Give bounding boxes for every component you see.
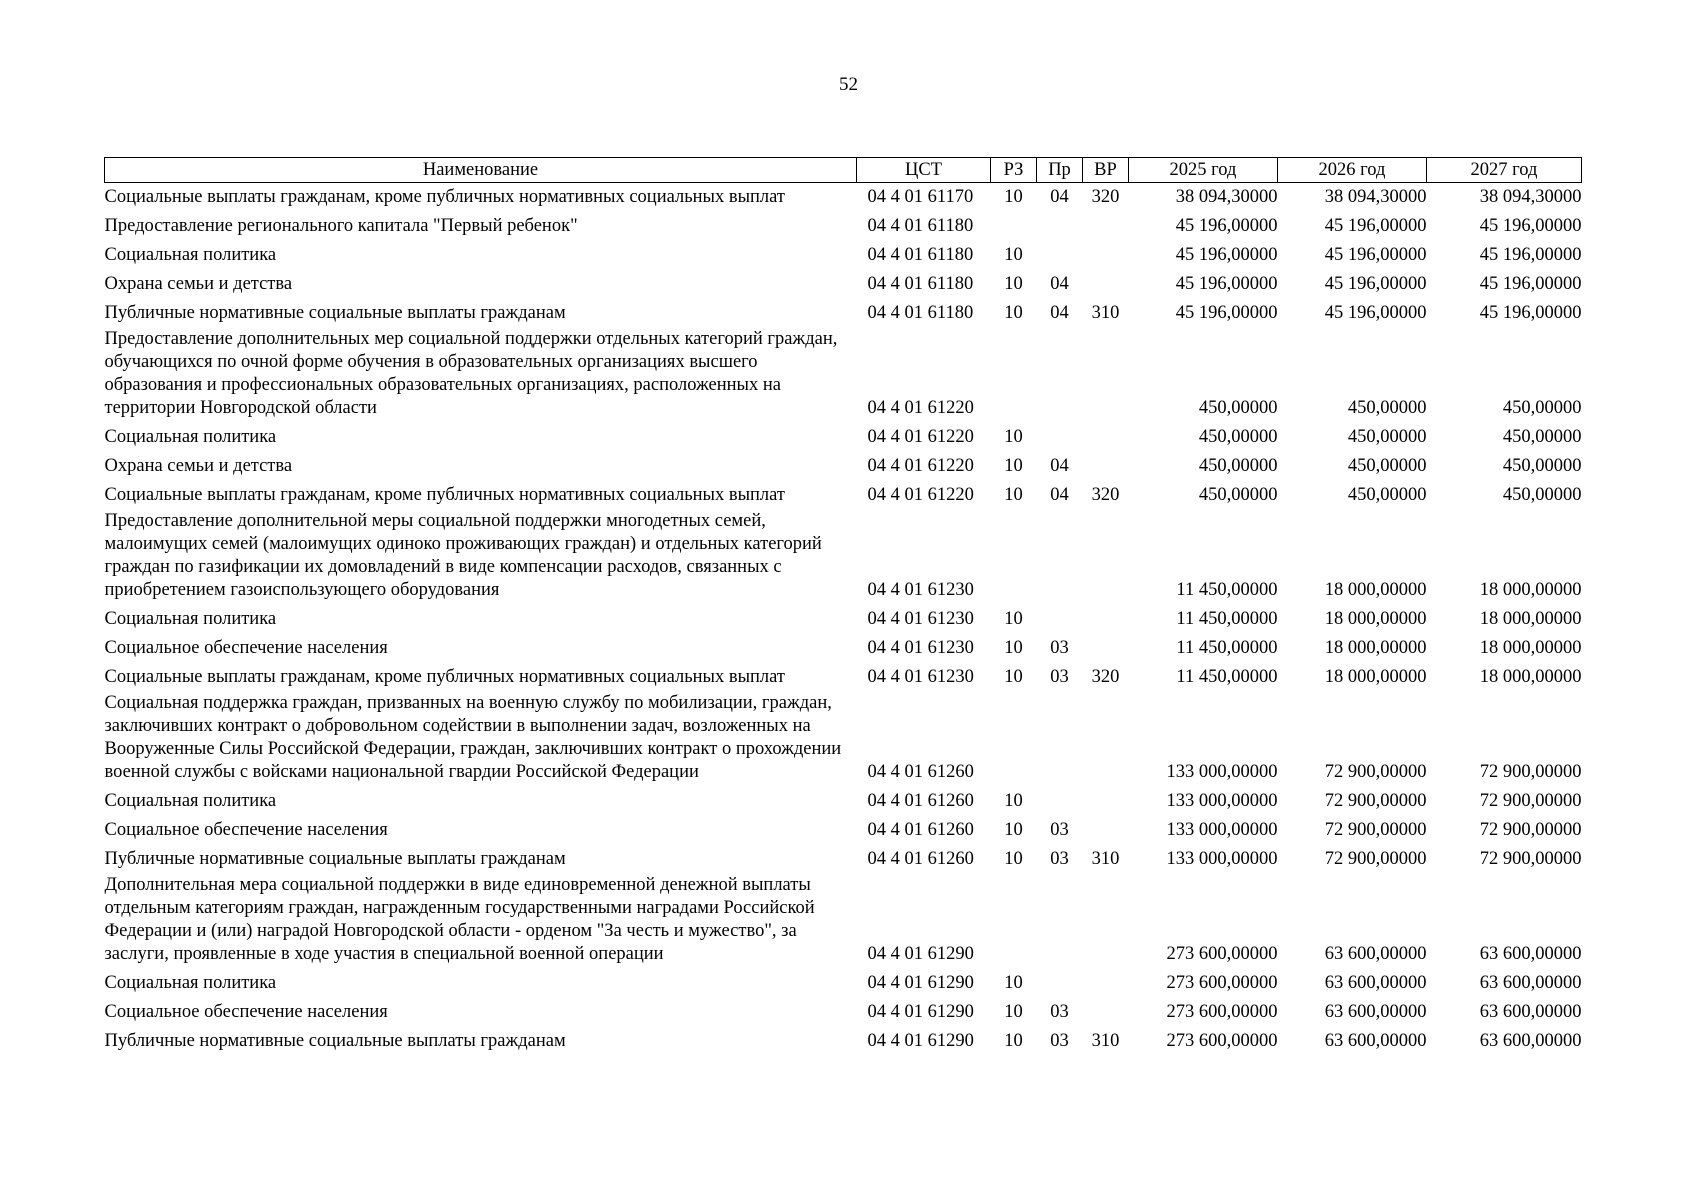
cell-name: Публичные нормативные социальные выплаты гражданам [104,303,566,323]
cell-2025: 450,00000 [1198,427,1278,447]
cell-cst: 04 4 01 61260 [867,762,974,782]
cell-2026: 45 196,00000 [1324,303,1427,323]
cell-vr [1083,241,1129,270]
cell-pr: 03 [1050,849,1069,869]
cell-cst: 04 4 01 61290 [867,1002,974,1022]
cell-2027: 18 000,00000 [1479,609,1582,629]
cell-name: Социальные выплаты гражданам, кроме публичных нормативных социальных выплат [104,187,785,207]
table-row [105,299,1582,328]
table-header [105,158,1582,183]
budget-table [104,157,1582,1056]
cell-2025: 11 450,00000 [1176,667,1278,687]
cell-2026: 45 196,00000 [1324,216,1427,236]
cell-cst: 04 4 01 61290 [867,973,974,993]
cell-vr [1083,874,1129,969]
table-row [105,998,1582,1027]
header-rz: РЗ [991,158,1037,183]
cell-2025: 11 450,00000 [1176,609,1278,629]
cell-rz: 10 [1004,427,1023,447]
cell-vr [1083,212,1129,241]
cell-2026: 63 600,00000 [1324,944,1427,964]
cell-cst: 04 4 01 61290 [867,944,974,964]
cell-name: Охрана семьи и детства [104,274,293,294]
cell-vr [1083,787,1129,816]
cell-2025: 133 000,00000 [1166,849,1278,869]
cell-cst: 04 4 01 61260 [867,791,974,811]
table-row [105,787,1582,816]
cell-pr [1037,212,1083,241]
cell-rz: 10 [1004,820,1023,840]
cell-name: Социальная политика [104,973,277,993]
page-number: 52 [839,74,858,95]
cell-2027: 63 600,00000 [1479,944,1582,964]
cell-cst: 04 4 01 61180 [867,245,974,265]
table-row [105,816,1582,845]
cell-pr: 04 [1050,485,1069,505]
cell-name: Публичные нормативные социальные выплаты гражданам [104,849,566,869]
cell-2027: 45 196,00000 [1479,216,1582,236]
cell-rz: 10 [1004,667,1023,687]
cell-2026: 63 600,00000 [1324,1002,1427,1022]
cell-vr: 310 [1091,849,1120,869]
cell-name: Публичные нормативные социальные выплаты гражданам [104,1031,566,1051]
table-row [105,241,1582,270]
cell-cst: 04 4 01 61220 [867,427,974,447]
table-row [105,328,1582,423]
cell-rz: 10 [1004,1002,1023,1022]
cell-2025: 133 000,00000 [1166,820,1278,840]
cell-2026: 38 094,30000 [1324,187,1427,207]
cell-rz: 10 [1004,791,1023,811]
cell-2025: 133 000,00000 [1166,762,1278,782]
cell-cst: 04 4 01 61220 [867,456,974,476]
header-2025: 2025 год [1129,158,1278,183]
cell-cst: 04 4 01 61220 [867,398,974,418]
cell-cst: 04 4 01 61290 [867,1031,974,1051]
cell-2026: 18 000,00000 [1324,638,1427,658]
cell-2027: 63 600,00000 [1479,1031,1582,1051]
cell-name: Социальные выплаты гражданам, кроме публичных нормативных социальных выплат [104,485,785,505]
cell-rz: 10 [1004,638,1023,658]
cell-2025: 450,00000 [1198,456,1278,476]
cell-2027: 45 196,00000 [1479,274,1582,294]
cell-pr: 04 [1050,187,1069,207]
cell-name: Охрана семьи и детства [104,456,293,476]
cell-pr [1037,692,1083,787]
cell-name: Предоставление дополнительных мер социальной поддержки отдельных категорий граждан, обучающихся по очной форме обучения в образовательных организациях высшего образования и профессиональных образовательных организациях, расположенных на территории Новгородской области [104,329,838,418]
cell-2026: 63 600,00000 [1324,1031,1427,1051]
header-row [105,158,1582,183]
cell-2025: 273 600,00000 [1166,944,1278,964]
table-row [105,212,1582,241]
cell-2026: 450,00000 [1347,398,1427,418]
cell-rz: 10 [1004,485,1023,505]
header-vr: ВР [1083,158,1129,183]
cell-cst: 04 4 01 61260 [867,820,974,840]
cell-vr: 320 [1091,187,1120,207]
cell-2027: 18 000,00000 [1479,580,1582,600]
cell-rz [991,692,1037,787]
cell-pr: 03 [1050,1002,1069,1022]
cell-2027: 63 600,00000 [1479,973,1582,993]
cell-2025: 450,00000 [1198,398,1278,418]
cell-2027: 450,00000 [1502,398,1582,418]
cell-vr [1083,634,1129,663]
cell-rz [991,328,1037,423]
cell-name: Социальная политика [104,427,277,447]
table-row [105,663,1582,692]
cell-2027: 63 600,00000 [1479,1002,1582,1022]
cell-2027: 450,00000 [1502,485,1582,505]
cell-rz [991,874,1037,969]
table-row [105,605,1582,634]
cell-rz: 10 [1004,1031,1023,1051]
cell-2025: 273 600,00000 [1166,1031,1278,1051]
cell-2026: 18 000,00000 [1324,609,1427,629]
cell-2025: 11 450,00000 [1176,638,1278,658]
cell-pr [1037,510,1083,605]
cell-2025: 45 196,00000 [1175,245,1278,265]
cell-cst: 04 4 01 61180 [867,303,974,323]
cell-vr: 320 [1091,485,1120,505]
cell-2027: 72 900,00000 [1479,791,1582,811]
cell-pr: 03 [1050,1031,1069,1051]
cell-2026: 63 600,00000 [1324,973,1427,993]
cell-2027: 72 900,00000 [1479,762,1582,782]
cell-name: Социальная поддержка граждан, призванных на военную службу по мобилизации, граждан, заключивших контракт о добровольном содействии в выполнении задач, возложенных на Вооруженные Силы Российской Федерации, граждан, заключивших контракт о прохождении военной службы с войсками национальной гвардии Российской Федерации [104,693,842,782]
cell-2026: 72 900,00000 [1324,762,1427,782]
cell-2027: 450,00000 [1502,427,1582,447]
cell-2026: 72 900,00000 [1324,820,1427,840]
table-body [105,183,1582,1057]
cell-2025: 45 196,00000 [1175,274,1278,294]
cell-pr: 03 [1050,638,1069,658]
cell-2027: 38 094,30000 [1479,187,1582,207]
table-row [105,183,1582,213]
table-row [105,481,1582,510]
cell-2025: 133 000,00000 [1166,791,1278,811]
cell-name: Социальная политика [104,245,277,265]
cell-pr [1037,605,1083,634]
cell-vr [1083,605,1129,634]
cell-vr: 310 [1091,1031,1120,1051]
cell-2026: 72 900,00000 [1324,849,1427,869]
cell-rz: 10 [1004,187,1023,207]
table-row [105,423,1582,452]
cell-rz: 10 [1004,849,1023,869]
cell-2025: 273 600,00000 [1166,973,1278,993]
cell-2027: 18 000,00000 [1479,667,1582,687]
cell-cst: 04 4 01 61230 [867,580,974,600]
cell-2025: 450,00000 [1198,485,1278,505]
cell-cst: 04 4 01 61220 [867,485,974,505]
cell-pr [1037,241,1083,270]
cell-vr [1083,969,1129,998]
cell-pr [1037,787,1083,816]
cell-vr [1083,816,1129,845]
cell-2026: 450,00000 [1347,485,1427,505]
cell-vr [1083,510,1129,605]
cell-rz: 10 [1004,274,1023,294]
cell-rz: 10 [1004,973,1023,993]
table-row [105,845,1582,874]
cell-name: Социальные выплаты гражданам, кроме публичных нормативных социальных выплат [104,667,785,687]
cell-rz: 10 [1004,245,1023,265]
cell-2027: 72 900,00000 [1479,849,1582,869]
cell-vr [1083,692,1129,787]
cell-cst: 04 4 01 61180 [867,274,974,294]
cell-name: Социальное обеспечение населения [104,820,388,840]
cell-vr [1083,423,1129,452]
cell-pr [1037,423,1083,452]
cell-name: Социальная политика [104,609,277,629]
cell-vr: 310 [1091,303,1120,323]
cell-rz: 10 [1004,609,1023,629]
cell-2026: 72 900,00000 [1324,791,1427,811]
cell-pr [1037,969,1083,998]
cell-rz: 10 [1004,303,1023,323]
cell-2026: 450,00000 [1347,456,1427,476]
cell-2026: 18 000,00000 [1324,580,1427,600]
cell-2025: 273 600,00000 [1166,1002,1278,1022]
cell-cst: 04 4 01 61180 [867,216,974,236]
cell-vr: 320 [1091,667,1120,687]
header-2026: 2026 год [1278,158,1427,183]
cell-cst: 04 4 01 61230 [867,609,974,629]
cell-name: Социальная политика [104,791,277,811]
header-cst: ЦСТ [857,158,991,183]
cell-name: Социальное обеспечение населения [104,638,388,658]
cell-2027: 45 196,00000 [1479,303,1582,323]
cell-name: Предоставление дополнительной меры социальной поддержки многодетных семей, малоимущих семей (малоимущих одиноко проживающих граждан) и отдельных категорий граждан по газификации их домовладений в виде компенсации расходов, связанных с приобретением газоиспользующего оборудования [104,511,822,600]
cell-2025: 11 450,00000 [1176,580,1278,600]
cell-rz: 10 [1004,456,1023,476]
cell-pr: 03 [1050,820,1069,840]
table-row [105,270,1582,299]
cell-pr: 03 [1050,667,1069,687]
cell-2027: 72 900,00000 [1479,820,1582,840]
table-row [105,634,1582,663]
cell-2026: 18 000,00000 [1324,667,1427,687]
cell-pr: 04 [1050,456,1069,476]
table-row [105,1027,1582,1056]
header-name: Наименование [105,158,857,183]
cell-cst: 04 4 01 61230 [867,638,974,658]
cell-2025: 45 196,00000 [1175,216,1278,236]
cell-pr [1037,874,1083,969]
cell-2025: 45 196,00000 [1175,303,1278,323]
cell-2026: 45 196,00000 [1324,274,1427,294]
cell-vr [1083,452,1129,481]
cell-cst: 04 4 01 61170 [867,187,974,207]
cell-2026: 45 196,00000 [1324,245,1427,265]
cell-2027: 450,00000 [1502,456,1582,476]
cell-2025: 38 094,30000 [1175,187,1278,207]
cell-name: Дополнительная мера социальной поддержки в виде единовременной денежной выплаты отдельным категориям граждан, награжденным государственными наградами Российской Федерации и (или) наградой Новгородской области - орденом "За честь и мужество", за заслуги, проявленные в ходе участия в специальной военной операции [104,875,815,964]
cell-vr [1083,270,1129,299]
cell-2027: 18 000,00000 [1479,638,1582,658]
table-row [105,969,1582,998]
header-pr: Пр [1037,158,1083,183]
table-row [105,452,1582,481]
cell-rz [991,212,1037,241]
table-row [105,874,1582,969]
table-row [105,692,1582,787]
cell-name: Предоставление регионального капитала "Первый ребенок" [104,216,578,236]
cell-pr: 04 [1050,303,1069,323]
cell-rz [991,510,1037,605]
cell-name: Социальное обеспечение населения [104,1002,388,1022]
cell-2026: 450,00000 [1347,427,1427,447]
header-2027: 2027 год [1427,158,1582,183]
cell-cst: 04 4 01 61260 [867,849,974,869]
cell-cst: 04 4 01 61230 [867,667,974,687]
cell-pr [1037,328,1083,423]
cell-pr: 04 [1050,274,1069,294]
cell-vr [1083,998,1129,1027]
cell-vr [1083,328,1129,423]
table-row [105,510,1582,605]
cell-2027: 45 196,00000 [1479,245,1582,265]
